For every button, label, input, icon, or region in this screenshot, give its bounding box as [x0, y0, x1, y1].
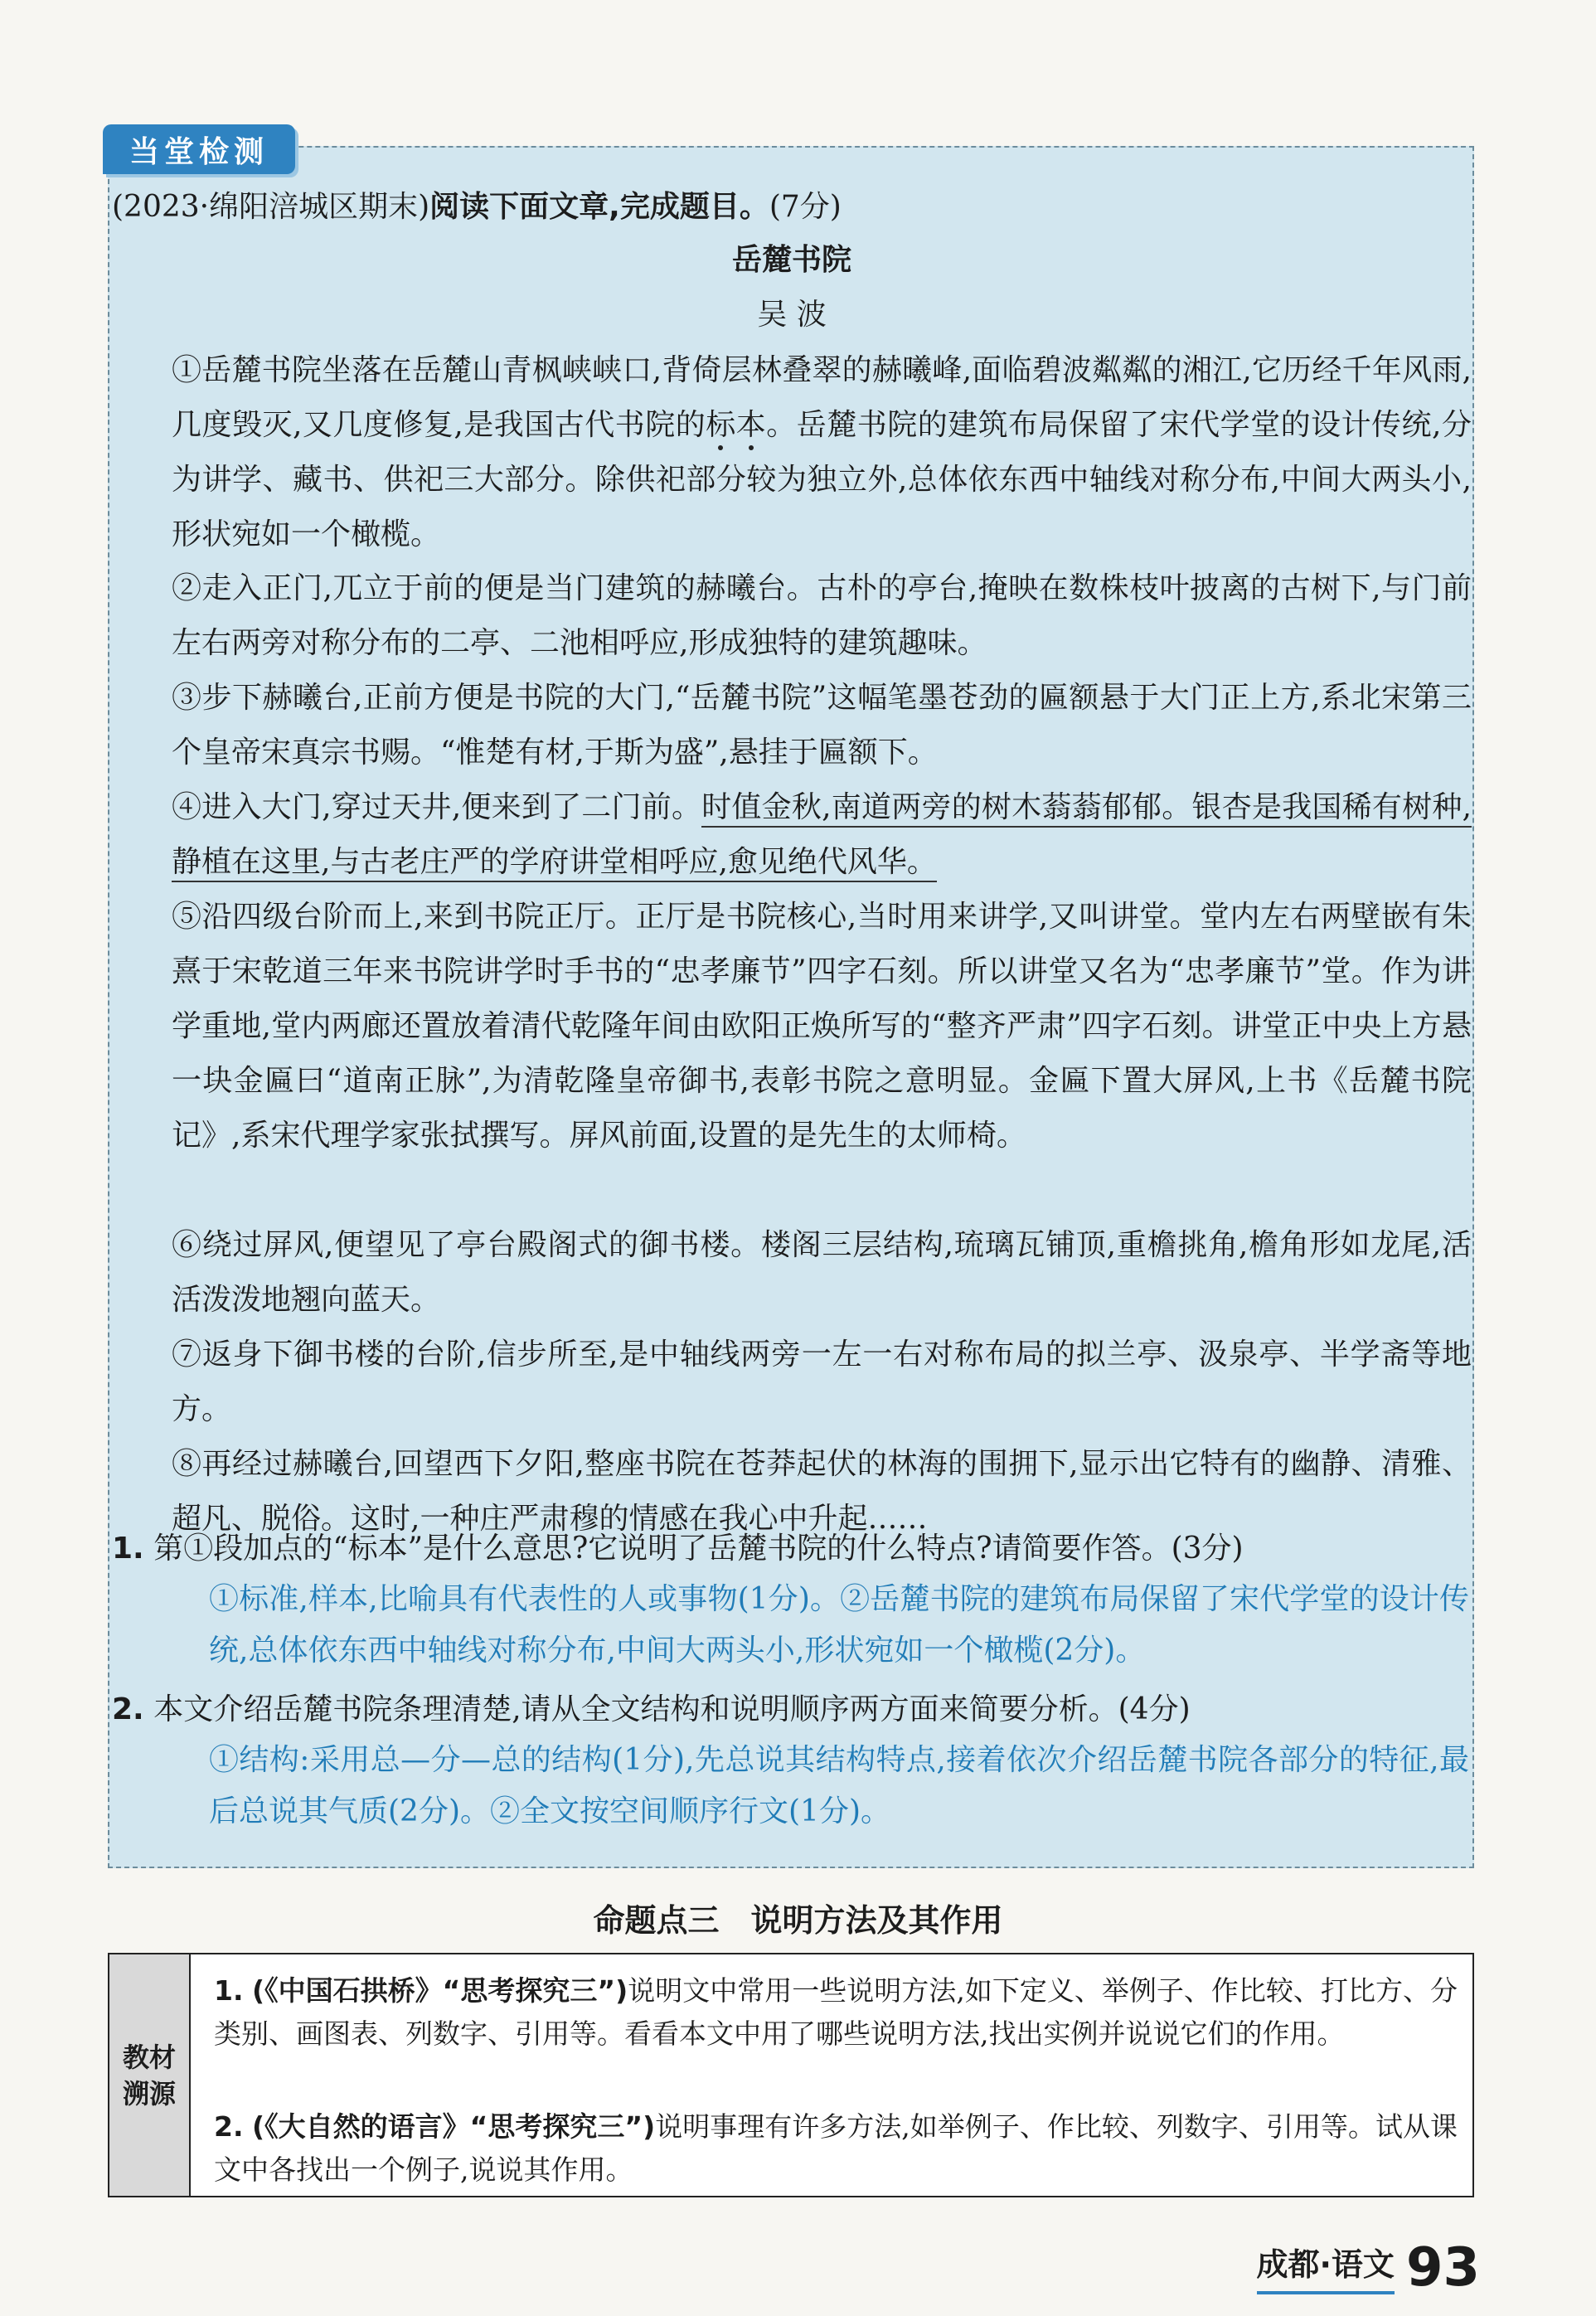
underlined-sentence: 时值金秋,南道两旁的树木蓊蓊郁郁。银杏是我国稀有树种,静植在这里,与古老庄严的学府讲堂相呼应,愈见绝代风华。 — [172, 790, 1472, 882]
paragraph-4: ④进入大门,穿过天井,便来到了二门前。时值金秋,南道两旁的树木蓊蓊郁郁。银杏是我国稀有树种,静植在这里,与古老庄严的学府讲堂相呼应,愈见绝代风华。 — [112, 780, 1472, 890]
intro-source: (2023·绵阳涪城区期末) — [112, 190, 430, 224]
page-footer — [1256, 2237, 1481, 2299]
emphasis-dot-char: 标 — [706, 408, 736, 442]
table-label: 教材 溯源 — [109, 1954, 191, 2196]
paragraph-5: ⑤沿四级台阶而上,来到书院正厅。正厅是书院核心,当时用来讲学,又叫讲堂。堂内左右两壁嵌有朱熹于宋乾道三年来书院讲学时手书的“忠孝廉节”四字石刻。所以讲堂又名为“忠孝廉节”堂。作为讲学重地,堂内两廊还置放着清代乾隆年间由欧阳正焕所写的“整齐严肃”四字石刻。讲堂正中央上方悬一块金匾曰“道南正脉”,为清乾隆皇帝御书,表彰书院之意明显。金匾下置大屏风,上书《岳麓书院记》,系宋代理学家张拭撰写。屏风前面,设置的是先生的太师椅。 — [172, 900, 1472, 1153]
answer-2: ①结构:采用总—分—总的结构(1分),先总说其结构特点,接着依次介绍岳麓书院各部分的特征,最后总说其气质(2分)。②全文按空间顺序行文(1分)。 — [209, 1743, 1469, 1828]
intro-points: (7分) — [769, 190, 842, 224]
paragraph-1: ①岳麓书院坐落在岳麓山青枫峡峡口,背倚层林叠翠的赫曦峰,面临碧波粼粼的湘江,它历经千年风雨,几度毁灭,又几度修复,是我国古代书院的标本。岳麓书院的建筑布局保留了宋代学堂的设计传统,分为讲学、藏书、供祀三大部分。除供祀部分较为独立外,总体依东西中轴线对称分布,中间大两头小,形状宛如一个橄榄。 — [172, 353, 1472, 551]
intro-line — [112, 187, 1472, 227]
answer-1: ①标准,样本,比喻具有代表性的人或事物(1分)。②岳麓书院的建筑布局保留了宋代学堂的设计传统,总体依东西中轴线对称分布,中间大两头小,形状宛如一个橄榄(2分)。 — [209, 1582, 1469, 1668]
article-title: 岳麓书院 — [731, 243, 851, 277]
textbook-source-table — [108, 1953, 1474, 2197]
source-item-2: 2. (《大自然的语言》“思考探究三”)说明事理有许多方法,如举例子、作比较、列数字、引用等。试从课文中各找出一个例子,说说其作用。 — [214, 2110, 1458, 2186]
paragraph-2: ②走入正门,兀立于前的便是当门建筑的赫曦台。古朴的亭台,掩映在数株枝叶披离的古树下,与门前左右两旁对称分布的二亭、二池相呼应,形成独特的建筑趣味。 — [172, 571, 1472, 660]
paragraph-8: ⑧再经过赫曦台,回望西下夕阳,整座书院在苍莽起伏的林海的围拥下,显示出它特有的幽静、清雅、超凡、脱俗。这时,一种庄严肃穆的情感在我心中升起…… — [172, 1447, 1472, 1536]
question-2: 2. 本文介绍岳麓书院条理清楚,请从全文结构和说明顺序两方面来简要分析。(4分) — [112, 1692, 1191, 1726]
footer-subject: 成都·语文 — [1257, 2239, 1395, 2294]
article-author: 吴 波 — [757, 298, 827, 332]
section-heading: 命题点三 说明方法及其作用 — [593, 1902, 1003, 1939]
page-number: 93 — [1405, 2237, 1480, 2299]
paragraph-7: ⑦返身下御书楼的台阶,信步所至,是中轴线两旁一左一右对称布局的拟兰亭、汲泉亭、半学斋等地方。 — [172, 1338, 1472, 1426]
paragraph-3: ③步下赫曦台,正前方便是书院的大门,“岳麓书院”这幅笔墨苍劲的匾额悬于大门正上方,系北宋第三个皇帝宋真宗书赐。“惟楚有材,于斯为盛”,悬挂于匾额下。 — [172, 681, 1472, 770]
emphasis-dot-char: 本 — [735, 408, 767, 442]
paragraph-6: ⑥绕过屏风,便望见了亭台殿阁式的御书楼。楼阁三层结构,琉璃瓦铺顶,重檐挑角,檐角形如龙尾,活活泼泼地翘向蓝天。 — [172, 1228, 1472, 1317]
intro-instruction: 阅读下面文章,完成题目。 — [429, 190, 769, 224]
section-badge: 当堂检测 — [103, 124, 295, 174]
source-item-1: 1. (《中国石拱桥》“思考探究三”)说明文中常用一些说明方法,如下定义、举例子、作比较、打比方、分类别、画图表、列数字、引用等。看看本文中用了哪些说明方法,找出实例并说说它们的作用。 — [214, 1974, 1458, 2050]
question-1: 1. 第①段加点的“标本”是什么意思?它说明了岳麓书院的什么特点?请简要作答。(3分) — [112, 1532, 1244, 1566]
